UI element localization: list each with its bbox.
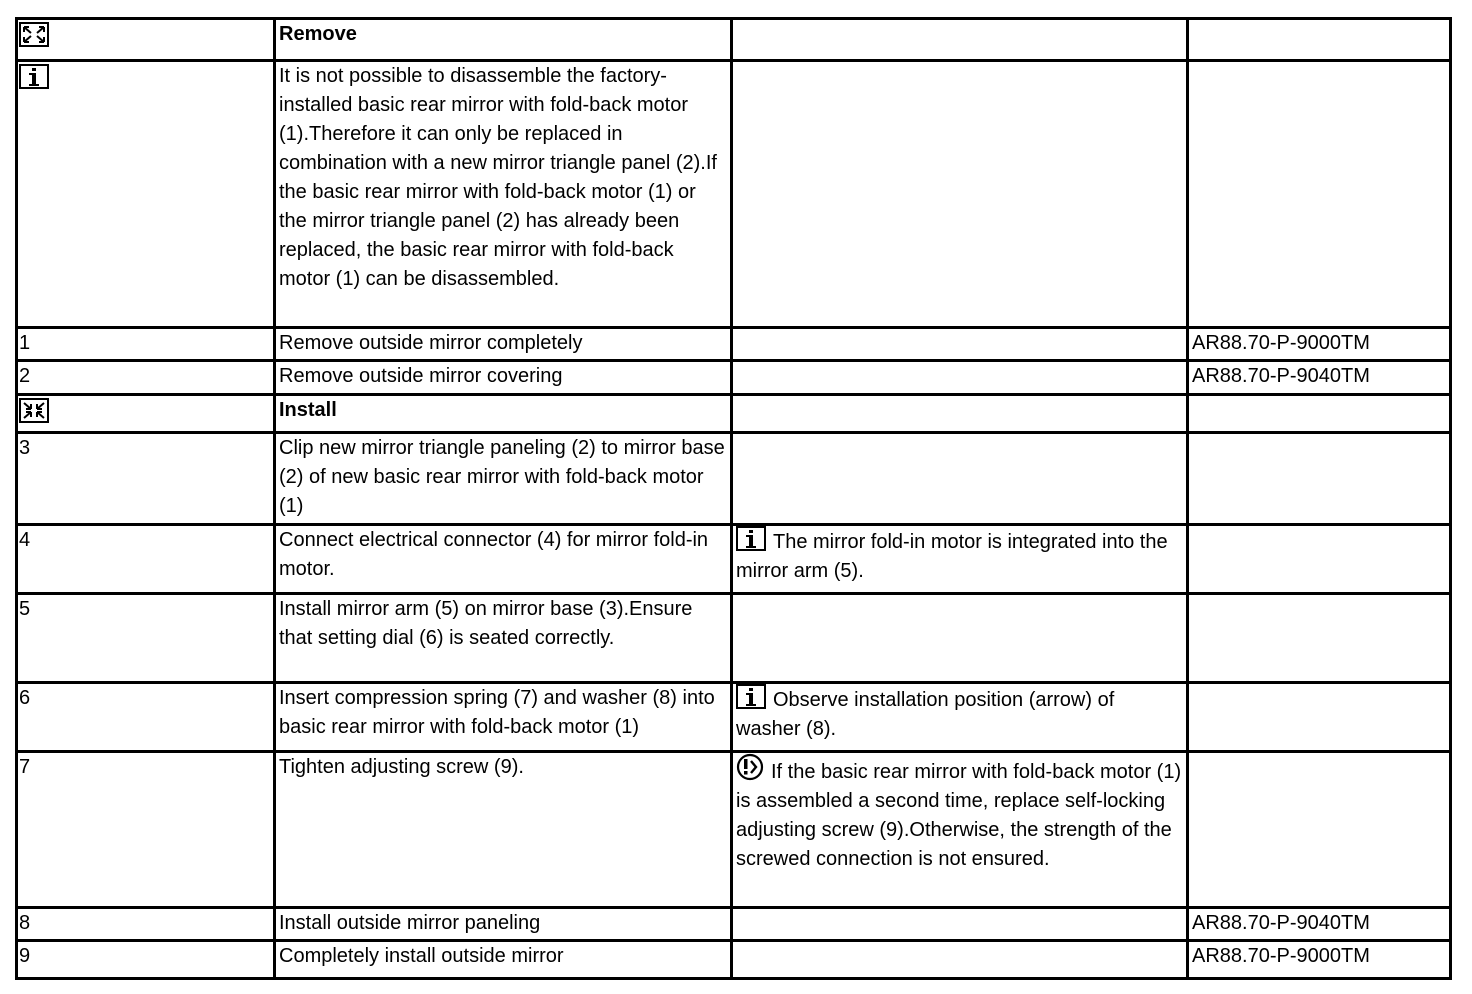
step-reference: AR88.70-P-9000TM (1188, 328, 1451, 361)
step-row (17, 433, 1451, 525)
step-text: Install mirror arm (5) on mirror base (3).Ensure that setting dial (6) is seated correctly. (275, 594, 732, 683)
step-note (732, 433, 1188, 525)
section-row-remove (17, 19, 1451, 61)
step-number: 9 (17, 941, 275, 979)
step-text: Insert compression spring (7) and washer (8) into basic rear mirror with fold-back motor (1) (275, 683, 732, 752)
step-row (17, 328, 1451, 361)
step-note (732, 328, 1188, 361)
step-note (732, 361, 1188, 395)
step-note (732, 683, 1188, 752)
step-number: 4 (17, 525, 275, 594)
step-note (732, 525, 1188, 594)
step-reference (1188, 594, 1451, 683)
step-reference: AR88.70-P-9040TM (1188, 361, 1451, 395)
step-text: Remove outside mirror completely (275, 328, 732, 361)
step-note-text: If the basic rear mirror with fold-back motor (1) is assembled a second time, replace self-locking adjusting screw (9).Otherwise, the strength of the screwed connection is not ensured. (736, 761, 1182, 870)
step-reference: AR88.70-P-9040TM (1188, 908, 1451, 941)
step-text: Connect electrical connector (4) for mirror fold-in motor. (275, 525, 732, 594)
step-note (732, 594, 1188, 683)
step-note (732, 941, 1188, 979)
empty-cell (1188, 395, 1451, 433)
section-title-remove: Remove (275, 19, 732, 61)
remove-icon (19, 22, 271, 47)
step-reference (1188, 752, 1451, 908)
step-row (17, 941, 1451, 979)
info-icon (736, 526, 766, 551)
step-row (17, 683, 1451, 752)
step-number: 1 (17, 328, 275, 361)
step-note-text: Observe installation position (arrow) of washer (8). (736, 689, 1115, 740)
step-text: Clip new mirror triangle paneling (2) to mirror base (2) of new basic rear mirror with fold-back motor (1) (275, 433, 732, 525)
empty-cell (1188, 19, 1451, 61)
empty-cell (732, 19, 1188, 61)
step-number: 8 (17, 908, 275, 941)
step-number: 7 (17, 752, 275, 908)
step-note-text: The mirror fold-in motor is integrated into the mirror arm (5). (736, 531, 1168, 582)
empty-cell (732, 61, 1188, 328)
info-icon (19, 64, 271, 89)
section-icon-cell (17, 395, 275, 433)
intro-note-text: It is not possible to disassemble the factory-installed basic rear mirror with fold-back motor (1).Therefore it can only be replaced in combination with a new mirror triangle panel (2).If the basic rear mirror with fold-back motor (1) or the mirror triangle panel (2) has already been replaced, the basic rear mirror with fold-back motor (1) can be disassembled. (275, 61, 732, 328)
step-row (17, 594, 1451, 683)
caution-icon (736, 753, 764, 781)
step-row (17, 908, 1451, 941)
step-row (17, 525, 1451, 594)
intro-icon-cell (17, 61, 275, 328)
install-icon (19, 398, 271, 423)
step-row (17, 361, 1451, 395)
step-text: Tighten adjusting screw (9). (275, 752, 732, 908)
step-row (17, 752, 1451, 908)
section-row-install (17, 395, 1451, 433)
step-note (732, 908, 1188, 941)
empty-cell (732, 395, 1188, 433)
step-number: 6 (17, 683, 275, 752)
procedure-table (15, 17, 1452, 980)
section-icon-cell (17, 19, 275, 61)
step-reference (1188, 433, 1451, 525)
step-text: Completely install outside mirror (275, 941, 732, 979)
step-number: 2 (17, 361, 275, 395)
step-text: Remove outside mirror covering (275, 361, 732, 395)
intro-note-row (17, 61, 1451, 328)
step-reference (1188, 525, 1451, 594)
step-note (732, 752, 1188, 908)
step-reference: AR88.70-P-9000TM (1188, 941, 1451, 979)
step-reference (1188, 683, 1451, 752)
empty-cell (1188, 61, 1451, 328)
info-icon (736, 684, 766, 709)
step-number: 3 (17, 433, 275, 525)
step-number: 5 (17, 594, 275, 683)
section-title-install: Install (275, 395, 732, 433)
step-text: Install outside mirror paneling (275, 908, 732, 941)
